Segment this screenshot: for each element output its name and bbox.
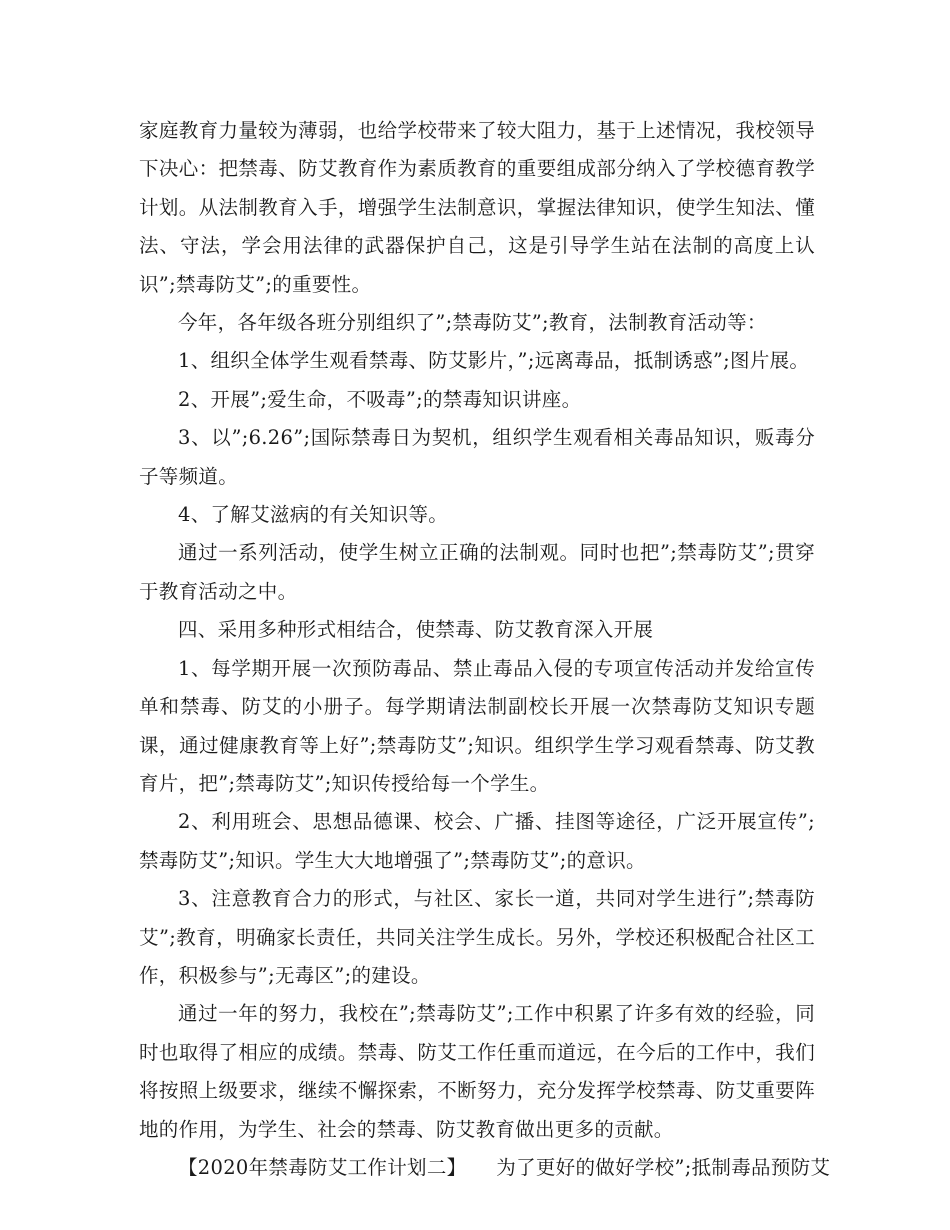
list-item-4: 4、了解艾滋病的有关知识等。 [178,503,449,527]
document-body [139,112,831,1187]
section-heading-four: 四、采用多种形式相结合，使禁毒、防艾教育深入开展 [178,618,654,642]
plan-two-heading: 【2020年禁毒防艾工作计划二】 为了更好的做好学校”;抵制毒品预防艾 [178,1155,831,1179]
paragraph-summary: 通过一系列活动，使学生树立正确的法制观。同时也把”;禁毒防艾”;贯穿于教育活动之中。 [139,541,815,603]
list-item-3: 3、以”;6.26”;国际禁毒日为契机，组织学生观看相关毒品知识，贩毒分子等频道。 [139,426,815,488]
list-item-2: 2、开展”;爱生命，不吸毒”;的禁毒知识讲座。 [178,387,582,411]
list-item-1: 1、组织全体学生观看禁毒、防艾影片，”;远离毒品，抵制诱惑”;图片展。 [178,349,810,373]
paragraph-2: 今年，各年级各班分别组织了”;禁毒防艾”;教育，法制教育活动等： [178,311,767,335]
section-item-1: 1、每学期开展一次预防毒品、禁止毒品入侵的专项宣传活动并发给宣传单和禁毒、防艾的小册子。每学期请法制副校长开展一次禁毒防艾知识专题课，通过健康教育等上好”;禁毒防艾”;知识。组织学生学习观看禁毒、防艾教育片，把”;禁毒防艾”;知识传授给每一个学生。 [139,656,815,795]
paragraph-conclusion: 通过一年的努力，我校在”;禁毒防艾”;工作中积累了许多有效的经验，同时也取得了相应的成绩。禁毒、防艾工作任重而道远，在今后的工作中，我们将按照上级要求，继续不懈探索，不断努力，充分发挥学校禁毒、防艾重要阵地的作用，为学生、社会的禁毒、防艾教育做出更多的贡献。 [139,1002,815,1141]
section-item-2: 2、利用班会、思想品德课、校会、广播、挂图等途径，广泛开展宣传”;禁毒防艾”;知识。学生大大地增强了”;禁毒防艾”;的意识。 [139,810,815,872]
section-item-3: 3、注意教育合力的形式，与社区、家长一道，共同对学生进行”;禁毒防艾”;教育，明确家长责任，共同关注学生成长。另外，学校还积极配合社区工作，积极参与”;无毒区”;的建设。 [139,887,815,987]
paragraph-1: 家庭教育力量较为薄弱，也给学校带来了较大阻力，基于上述情况，我校领导下决心：把禁毒、防艾教育作为素质教育的重要组成部分纳入了学校德育教学计划。从法制教育入手，增强学生法制意识，掌握法律知识，使学生知法、懂法、守法，学会用法律的武器保护自己，这是引导学生站在法制的高度上认识”;禁毒防艾”;的重要性。 [139,119,815,296]
